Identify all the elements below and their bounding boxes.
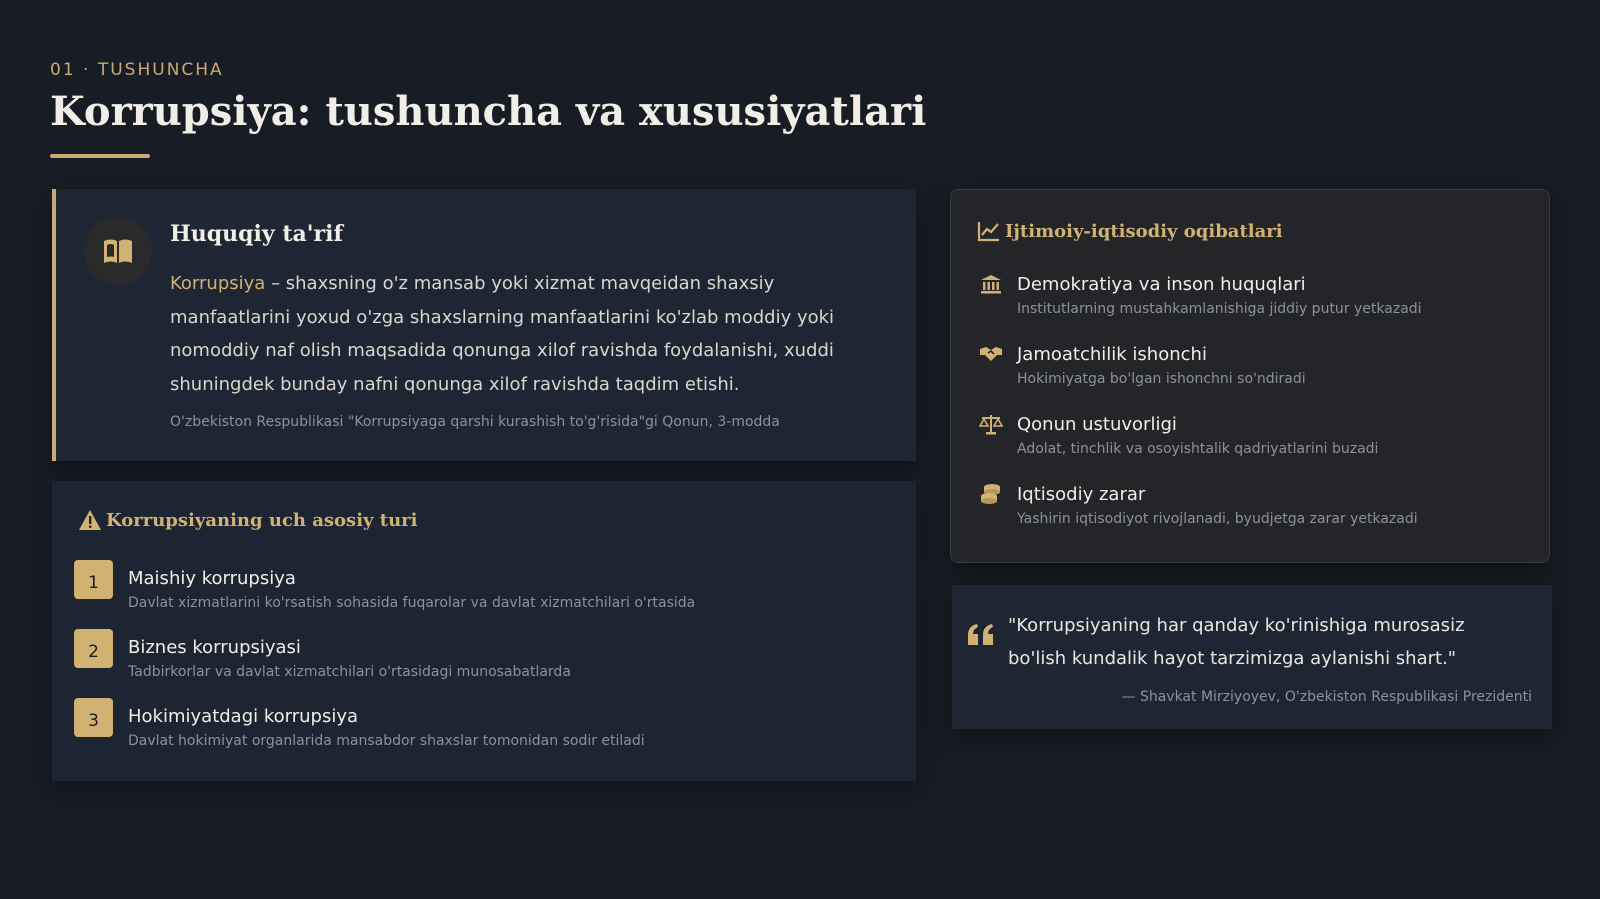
consequences-card <box>950 189 1550 563</box>
definition-term: Korrupsiya <box>170 273 266 294</box>
types-card <box>52 481 916 781</box>
scales-icon <box>979 412 1003 436</box>
handshake-icon <box>979 342 1003 366</box>
consequences-heading <box>977 220 1283 242</box>
number-badge: 1 <box>74 560 113 599</box>
consequence-desc: Institutlarning mustahkamlanishiga jiddiy putur yetkazadi <box>1017 301 1422 317</box>
consequence-title: Iqtisodiy zarar <box>1017 484 1146 505</box>
types-heading-label: Korrupsiyaning uch asosiy turi <box>106 509 418 531</box>
eyebrow-label: 01 · TUSHUNCHA <box>50 60 224 80</box>
consequence-title: Jamoatchilik ishonchi <box>1017 344 1207 365</box>
institution-icon <box>979 272 1003 296</box>
quote-icon <box>966 623 996 647</box>
chart-line-icon <box>977 220 1001 242</box>
consequence-title: Demokratiya va inson huquqlari <box>1017 274 1306 295</box>
type-desc: Davlat hokimiyat organlarida mansabdor shaxslar tomonidan sodir etiladi <box>128 733 645 749</box>
consequence-title: Qonun ustuvorligi <box>1017 414 1177 435</box>
quote-author: — Shavkat Mirziyoyev, O'zbekiston Respublikasi Prezidenti <box>1121 689 1532 705</box>
definition-body: – shaxsning o'z mansab yoki xizmat mavqeidan shaxsiy manfaatlarini yoxud o'zga shaxslarning manfaatlarini ko'zlab moddiy yoki nomoddiy naf olish maqsadida qonunga xilof ravishda foydalanishi, xuddi shuningdek bunday nafni qonunga xilof ravishda taqdim etishi. <box>170 273 835 395</box>
consequences-heading-label: Ijtimoiy-iqtisodiy oqibatlari <box>1005 220 1283 242</box>
consequence-desc: Yashirin iqtisodiyot rivojlanadi, byudjetga zarar yetkazadi <box>1017 511 1418 527</box>
quote-card <box>952 585 1552 729</box>
number-badge: 2 <box>74 629 113 668</box>
quote-text: "Korrupsiyaning har qanday ko'rinishiga murosasiz bo'lish kundalik hayot tarzimizga aylanishi shart." <box>1008 615 1465 669</box>
open-book-icon <box>102 237 134 265</box>
definition-text <box>170 267 890 401</box>
consequence-desc: Adolat, tinchlik va osoyishtalik qadriyatlarini buzadi <box>1017 441 1379 457</box>
title-underline <box>50 154 150 158</box>
type-desc: Davlat xizmatlarini ko'rsatish sohasida fuqarolar va davlat xizmatchilari o'rtasida <box>128 595 696 611</box>
definition-card <box>52 189 916 461</box>
type-desc: Tadbirkorlar va davlat xizmatchilari o'rtasidagi munosabatlarda <box>128 664 571 680</box>
consequence-desc: Hokimiyatga bo'lgan ishonchni so'ndiradi <box>1017 371 1306 387</box>
number-badge: 3 <box>74 698 113 737</box>
book-icon-badge <box>84 217 152 285</box>
type-title: Hokimiyatdagi korrupsiya <box>128 706 359 727</box>
coins-icon <box>979 482 1003 506</box>
type-title: Maishiy korrupsiya <box>128 568 296 589</box>
type-title: Biznes korrupsiyasi <box>128 637 301 658</box>
definition-heading: Huquqiy ta'rif <box>170 221 343 247</box>
definition-source: O'zbekiston Respublikasi "Korrupsiyaga qarshi kurashish to'g'risida"gi Qonun, 3-modda <box>170 414 780 430</box>
types-heading <box>78 509 417 531</box>
warning-icon <box>78 509 102 531</box>
page-title: Korrupsiya: tushuncha va xususiyatlari <box>50 88 927 135</box>
